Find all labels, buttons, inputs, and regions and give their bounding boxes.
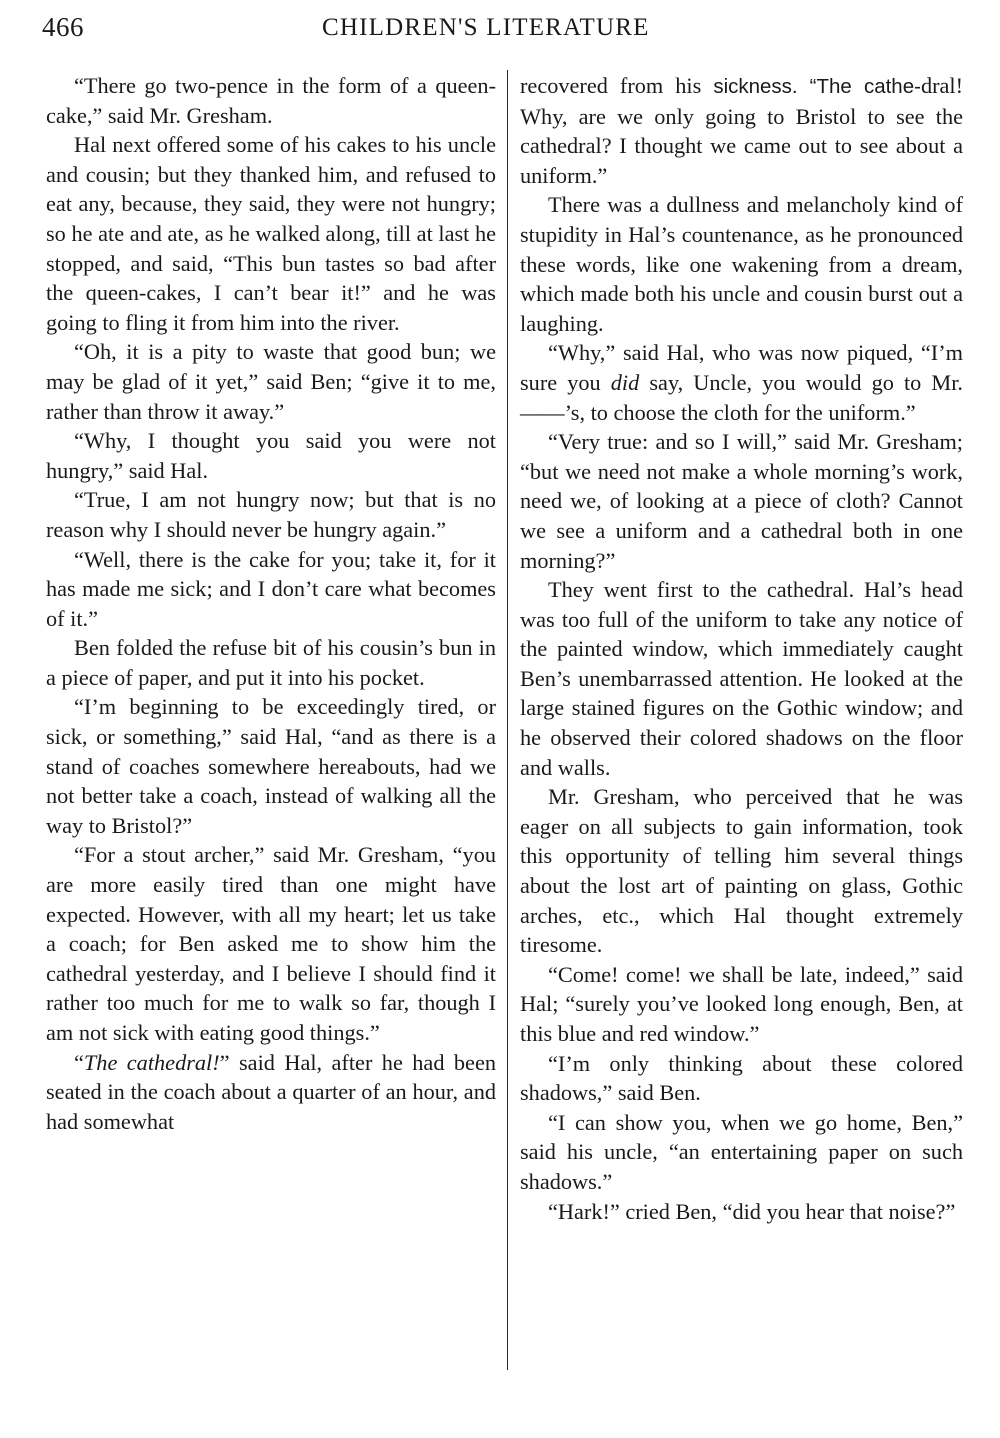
paragraph: “I’m beginning to be exceedingly tired, or sick, or something,” said Hal, “and as there is a stand of coaches somewhere hereabouts, had we not better take a coach, instead of walking all the way to Bristol?” <box>46 694 496 838</box>
italic-text: The cathedral! <box>83 1049 220 1075</box>
paragraph <box>520 71 963 190</box>
paragraph: “There go two-pence in the form of a queen-cake,” said Mr. Gresham. <box>46 73 496 128</box>
page-number: 466 <box>42 12 84 42</box>
paragraph: “True, I am not hungry now; but that is no reason why I should never be hungry again.” <box>46 487 496 542</box>
paragraph: “Very true: and so I will,” said Mr. Gresham; “but we need not make a whole morning’s work, need we, of looking at a piece of cloth? Cannot we see a uniform and a cathedral both in one morning?” <box>520 429 963 573</box>
paragraph: “For a stout archer,” said Mr. Gresham, “you are more easily tired than one might have expected. However, with all my heart; let us take a coach; for Ben asked me to show him the cathedral yesterday, and I believe I should find it rather too much for me to walk so far, though I am not sick with eating good things.” <box>46 842 496 1045</box>
right-column <box>520 71 963 1226</box>
text-run: recovered from his <box>520 73 714 98</box>
paragraph: “I’m only thinking about these colored shadows,” said Ben. <box>520 1050 963 1106</box>
column-rule <box>507 70 508 1370</box>
sans-text: “The cathe- <box>809 75 921 98</box>
paragraph: Hal next offered some of his cakes to his uncle and cousin; but they thanked him, and refused to eat any, because, they said, they were not hungry; so he ate and ate, as he walked along, till at last he stopped, and said, “This bun tastes so bad after the queen-cakes, I can’t bear it!” and he was going to fling it from him into the river. <box>46 132 496 335</box>
paragraph: Mr. Gresham, who perceived that he was eager on all subjects to gain information, took this opportunity of telling him several things about the lost art of painting on glass, Gothic arches, etc., which Hal thought extremely tiresome. <box>520 784 963 958</box>
text-run <box>798 73 810 98</box>
paragraph <box>46 1048 496 1137</box>
paragraph: “Well, there is the cake for you; take it, for it has made me sick; and I don’t care what becomes of it.” <box>46 546 496 631</box>
paragraph: They went first to the cathedral. Hal’s head was too full of the uniform to take any notice of the painted window, which immediately caught Ben’s unembarrassed attention. He looked at the large stained figures on the Gothic window; and he observed their colored shadows on the floor and walls. <box>520 577 963 780</box>
sans-text: sickness. <box>713 75 798 98</box>
text-run: ” said Hal, after he had been seated in the coach about a quarter of an hour, and had somewhat <box>46 1049 496 1134</box>
paragraph: “Hark!” cried Ben, “did you hear that noise?” <box>548 1198 956 1224</box>
left-column <box>46 71 496 1136</box>
paragraph: “Oh, it is a pity to waste that good bun; we may be glad of it yet,” said Ben; “give it to me, rather than throw it away.” <box>46 339 496 424</box>
paragraph: Ben folded the refuse bit of his cousin’s bun in a piece of paper, and put it into his pocket. <box>46 635 496 690</box>
text-run: dral! Why, are we only going to Bristol to see the cathedral? I thought we came out to see about a uniform.” <box>520 73 964 188</box>
paragraph: There was a dullness and melancholy kind of stupidity in Hal’s countenance, as he pronounced these words, like one wakening from a dream, which made both his uncle and cousin burst out a laughing. <box>520 192 963 336</box>
text-run: say, Uncle, you would go to Mr. ——’s, to choose the cloth for the uniform.” <box>520 369 963 425</box>
running-head: CHILDREN'S LITERATURE <box>322 14 650 41</box>
text-run: “ <box>74 1049 84 1075</box>
text-run: “Why,” said Hal, who was now piqued, “I’m sure you <box>520 340 963 395</box>
italic-text: did <box>610 369 640 395</box>
paragraph <box>520 338 963 427</box>
paragraph: “Come! come! we shall be late, indeed,” said Hal; “surely you’ve looked long enough, Ben, at this blue and red window.” <box>520 961 963 1046</box>
paragraph: “I can show you, when we go home, Ben,” said his uncle, “an entertaining paper on such shadows.” <box>520 1109 963 1194</box>
paragraph: “Why, I thought you said you were not hungry,” said Hal. <box>46 428 496 483</box>
